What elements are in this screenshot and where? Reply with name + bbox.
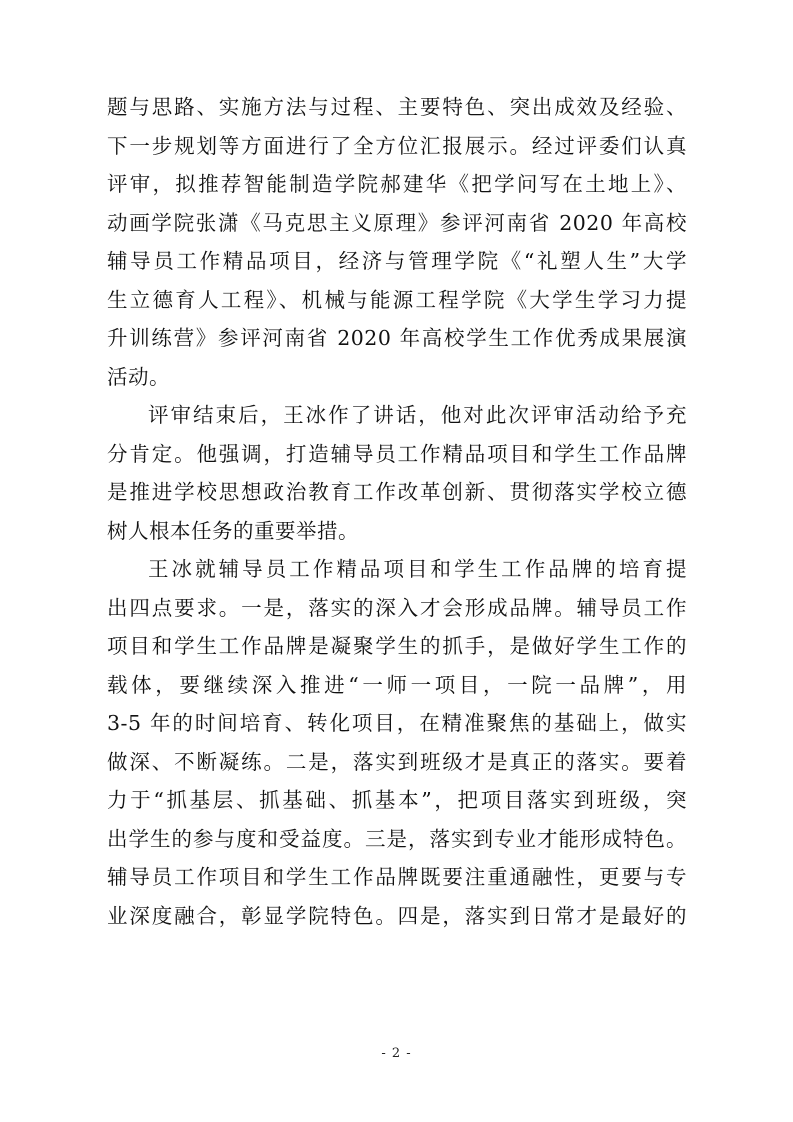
text-line: 出学生的参与度和受益度。三是，落实到专业才能形成特色。 bbox=[107, 826, 687, 851]
paragraph bbox=[107, 88, 687, 396]
text-line: 升训练营》参评河南省 2020 年高校学生工作优秀成果展演 bbox=[107, 326, 687, 350]
text-line: 做深、不断凝练。二是，落实到班级才是真正的落实。要着 bbox=[107, 749, 687, 774]
text-line: 是推进学校思想政治教育工作改革创新、贯彻落实学校立德 bbox=[107, 480, 687, 504]
text-line: 下一步规划等方面进行了全方位汇报展示。经过评委们认真 bbox=[107, 133, 687, 158]
text-line: 题与思路、实施方法与过程、主要特色、突出成效及经验、 bbox=[107, 95, 687, 119]
text-line: 生立德育人工程》、机械与能源工程学院《大学生学习力提 bbox=[107, 287, 687, 312]
page-number: - 2 - bbox=[381, 1046, 412, 1061]
text-line: 评审结束后，王冰作了讲话，他对此次评审活动给予充 bbox=[148, 403, 687, 427]
text-line: 评审，拟推荐智能制造学院郝建华《把学问写在土地上》、 bbox=[107, 172, 687, 196]
text-line: 活动。 bbox=[107, 364, 170, 389]
text-line: 载体，要继续深入推进“一师一项目，一院一品牌”，用 bbox=[107, 672, 687, 697]
text-line: 动画学院张潇《马克思主义原理》参评河南省 2020 年高校 bbox=[107, 210, 687, 235]
body-text bbox=[107, 88, 687, 935]
paragraph bbox=[107, 396, 687, 550]
text-line: 分肯定。他强调，打造辅导员工作精品项目和学生工作品牌 bbox=[107, 441, 687, 466]
text-line: 辅导员工作精品项目，经济与管理学院《“礼塑人生”大学 bbox=[107, 249, 687, 273]
text-line: 业深度融合，彰显学院特色。四是，落实到日常才是最好的 bbox=[107, 903, 687, 928]
text-line: 出四点要求。一是，落实的深入才会形成品牌。辅导员工作 bbox=[107, 595, 687, 620]
text-line: 王冰就辅导员工作精品项目和学生工作品牌的培育提 bbox=[148, 557, 687, 581]
paragraph bbox=[107, 550, 687, 935]
text-line: 树人根本任务的重要举措。 bbox=[107, 518, 359, 543]
text-line: 力于“抓基层、抓基础、抓基本”，把项目落实到班级，突 bbox=[107, 788, 687, 812]
text-line: 3-5 年的时间培育、转化项目，在精准聚焦的基础上，做实 bbox=[107, 711, 687, 735]
text-line: 项目和学生工作品牌是凝聚学生的抓手，是做好学生工作的 bbox=[107, 634, 687, 658]
text-line: 辅导员工作项目和学生工作品牌既要注重通融性，更要与专 bbox=[107, 865, 687, 889]
